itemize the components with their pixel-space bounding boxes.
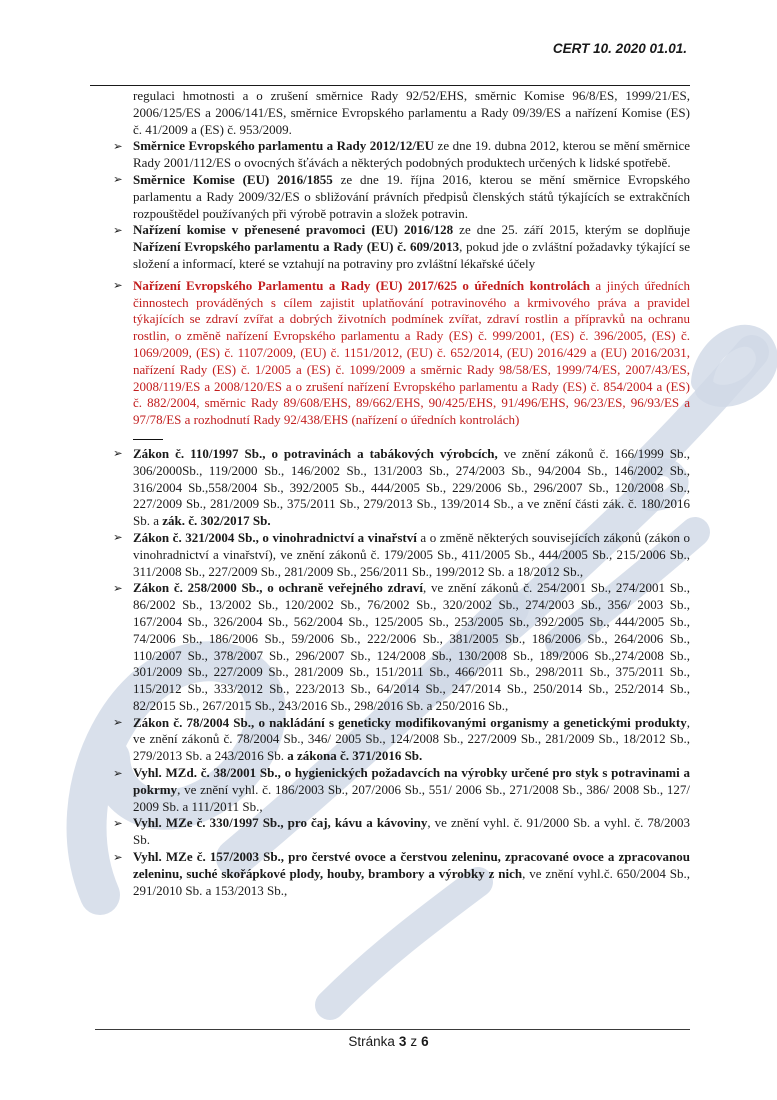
list-item [113, 849, 690, 899]
footer-label: Stránka [348, 1034, 395, 1049]
list-item [113, 446, 690, 530]
section-separator-line [133, 439, 163, 440]
arrow-bullet-icon: ➢ [113, 582, 123, 595]
item-text: Vyhl. MZd. č. 38/2001 Sb., o hygienických požadavcích na výrobky určené pro styk s potravinami a pokrmy, ve znění vyhl. č. 186/2003 Sb., 207/2006 Sb., 551/ 2006 Sb., 271/2008 Sb., 386/ 2008 Sb., 127/ 2009 Sb. a 111/2011 Sb., [133, 765, 690, 814]
list-item [113, 765, 690, 815]
item-text: Vyhl. MZe č. 157/2003 Sb., pro čerstvé ovoce a čerstvou zeleninu, zpracované ovoce a zpracovanou zeleninu, suché skořápkové plody, houby, brambory a výrobky z nich, ve znění vyhl.č. 650/2004 Sb., 291/2010 Sb. a 153/2013 Sb., [133, 849, 690, 898]
item-text: Nařízení Evropského Parlamentu a Rady (EU) 2017/625 o úředních kontrolách a jiných úředních činnostech prováděných s cílem zajistit uplatňování potravinového a krmivového práva a pravidel týkajících se zdraví zvířat a dobrých životních podmínek zvířat, zdraví rostlin a přípravků na ochranu rostlin, o změně nařízení Evropského parlamentu a Rady (ES) č. 999/2001, (ES) č. 396/2005, (ES) č. 1069/2009, (ES) č. 1107/2009, (EU) č. 1151/2012, (EU) č. 652/2014, (EU) 2016/429 a (EU) 2016/2031, nařízení Rady (ES) č. 1/2005 a (ES) č. 1099/2009 a směrnic Rady 98/58/ES, 1999/74/ES, 2007/43/ES, 2008/119/ES a 2008/120/ES a o zrušení nařízení Evropského parlamentu a Rady (ES) č. 854/2004 a (ES) č. 882/2004, směrnic Rady 89/608/EHS, 89/662/EHS, 90/425/EHS, 91/496/EHS, 96/23/ES, 96/93/ES a 97/78/ES a rozhodnutí Rady 92/438/EHS (nařízení o úředních kontrolách) [133, 277, 690, 428]
arrow-bullet-icon: ➢ [113, 717, 123, 730]
item-text: Vyhl. MZe č. 330/1997 Sb., pro čaj, kávu a kávoviny, ve znění vyhl. č. 91/2000 Sb. a vyhl. č. 78/2003 Sb. [133, 815, 690, 848]
list-item [113, 715, 690, 765]
item-text: Nařízení komise v přenesené pravomoci (EU) 2016/128 ze dne 25. září 2015, kterým se doplňuje Nařízení Evropského parlamentu a Rady (EU) č. 609/2013, pokud jde o zvláštní požadavky týkající se složení a informací, které se vztahují na potraviny pro zvláštní lékařské účely [133, 222, 690, 271]
document-body [113, 88, 690, 899]
page-number-footer [0, 1034, 777, 1049]
arrow-bullet-icon: ➢ [113, 532, 123, 545]
arrow-bullet-icon: ➢ [113, 851, 123, 864]
arrow-bullet-icon: ➢ [113, 280, 123, 293]
arrow-bullet-icon: ➢ [113, 448, 123, 461]
list-item [113, 815, 690, 849]
item-text: Směrnice Evropského parlamentu a Rady 2012/12/EU ze dne 19. dubna 2012, kterou se mění směrnice Rady 2001/112/ES o ovocných šťávách a některých podobných produktech určených k lidské spotřebě. [133, 138, 690, 171]
item-text: Zákon č. 110/1997 Sb., o potravinách a tabákových výrobcích, ve znění zákonů č. 166/1999 Sb., 306/2000Sb., 119/2000 Sb., 146/2002 Sb., 131/2003 Sb., 274/2003 Sb., 94/2004 Sb., 146/2002 Sb., 316/2004 Sb.,558/2004 Sb., 392/2005 Sb., 444/2005 Sb., 229/2006 Sb., 296/2007 Sb., 120/2008 Sb., 227/2009 Sb., 281/2009 Sb., 375/2011 Sb., 279/2013 Sb., 139/2014 Sb., a ve znění části zák. č. 180/2016 Sb. a zák. č. 302/2017 Sb. [133, 445, 690, 529]
current-page-number: 3 [398, 1034, 407, 1049]
item-text: Zákon č. 321/2004 Sb., o vinohradnictví a vinařství a o změně některých souvisejících zákonů (zákon o vinohradnictví a vinařství), ve znění zákonů č. 179/2005 Sb., 411/2005 Sb., 444/2005 Sb., 215/2006 Sb., 311/2008 Sb., 227/2009 Sb., 281/2009 Sb., 256/2011 Sb., 199/2012 Sb. a 18/2012 Sb., [133, 529, 690, 579]
list-item [113, 580, 690, 714]
arrow-bullet-icon: ➢ [113, 224, 123, 237]
list-item [113, 138, 690, 172]
arrow-bullet-icon: ➢ [113, 817, 123, 830]
footer-rule [95, 1029, 690, 1030]
item-text: Zákon č. 258/2000 Sb., o ochraně veřejného zdraví, ve znění zákonů č. 254/2001 Sb., 274/2001 Sb., 86/2002 Sb., 13/2002 Sb., 120/2002 Sb., 76/2002 Sb., 320/2002 Sb., 274/2003 Sb., 356/ 2003 Sb., 167/2004 Sb., 326/2004 Sb., 562/2004 Sb., 125/2005 Sb., 253/2005 Sb., 392/2005 Sb., 444/2005 Sb., 74/2006 Sb., 186/2006 Sb., 59/2006 Sb., 222/2006 Sb., 381/2005 Sb., 186/2006 Sb., 264/2006 Sb., 110/2007 Sb., 378/2007 Sb., 296/2007 Sb., 124/2008 Sb., 130/2008 Sb., 189/2006 Sb.,274/2008 Sb., 301/2009 Sb., 227/2009 Sb., 281/2009 Sb., 151/2011 Sb., 466/2011 Sb., 298/2011 Sb., 375/2011 Sb., 115/2012 Sb., 333/2012 Sb., 223/2013 Sb., 64/2014 Sb., 247/2014 Sb., 250/2014 Sb., 252/2014 Sb., 82/2015 Sb., 267/2015 Sb., 243/2016 Sb., 298/2016 Sb. a 250/2016 Sb., [133, 580, 690, 713]
list-item [113, 530, 690, 580]
item-text: Směrnice Komise (EU) 2016/1855 ze dne 19. října 2016, kterou se mění směrnice Evropského parlamentu a Rady 2009/32/ES o sbližování právních předpisů členských států týkajících se extrakčních rozpouštědel používaných při výrobě potravin a složek potravin. [133, 171, 690, 221]
regulation-list [113, 138, 690, 899]
list-item [113, 222, 690, 272]
arrow-bullet-icon: ➢ [113, 767, 123, 780]
header-doc-reference: CERT 10. 2020 01.01. [552, 41, 687, 56]
item-text: Zákon č. 78/2004 Sb., o nakládání s geneticky modifikovanými organismy a genetickými produkty, ve znění zákonů č. 78/2004 Sb., 346/ 2005 Sb., 124/2008 Sb., 227/2009 Sb., 281/2009 Sb., 18/2012 Sb., 279/2013 Sb. a 243/2016 Sb. a zákona č. 371/2016 Sb. [133, 714, 690, 764]
header-rule [90, 85, 690, 86]
list-item [113, 172, 690, 222]
arrow-bullet-icon: ➢ [113, 140, 123, 153]
total-page-number: 6 [421, 1034, 429, 1049]
arrow-bullet-icon: ➢ [113, 174, 123, 187]
list-item [113, 278, 690, 429]
intro-continuation-paragraph: regulaci hmotnosti a o zrušení směrnice Rady 92/52/EHS, směrnic Komise 96/8/ES, 1999/21/ES, 2006/125/ES a 2006/141/ES, směrnice Evropského parlamentu a Rady 09/39/ES a nařízení Komise (ES) č. 41/2009 a (ES) č. 953/2009. [133, 88, 690, 137]
footer-of-word: z [410, 1034, 418, 1049]
